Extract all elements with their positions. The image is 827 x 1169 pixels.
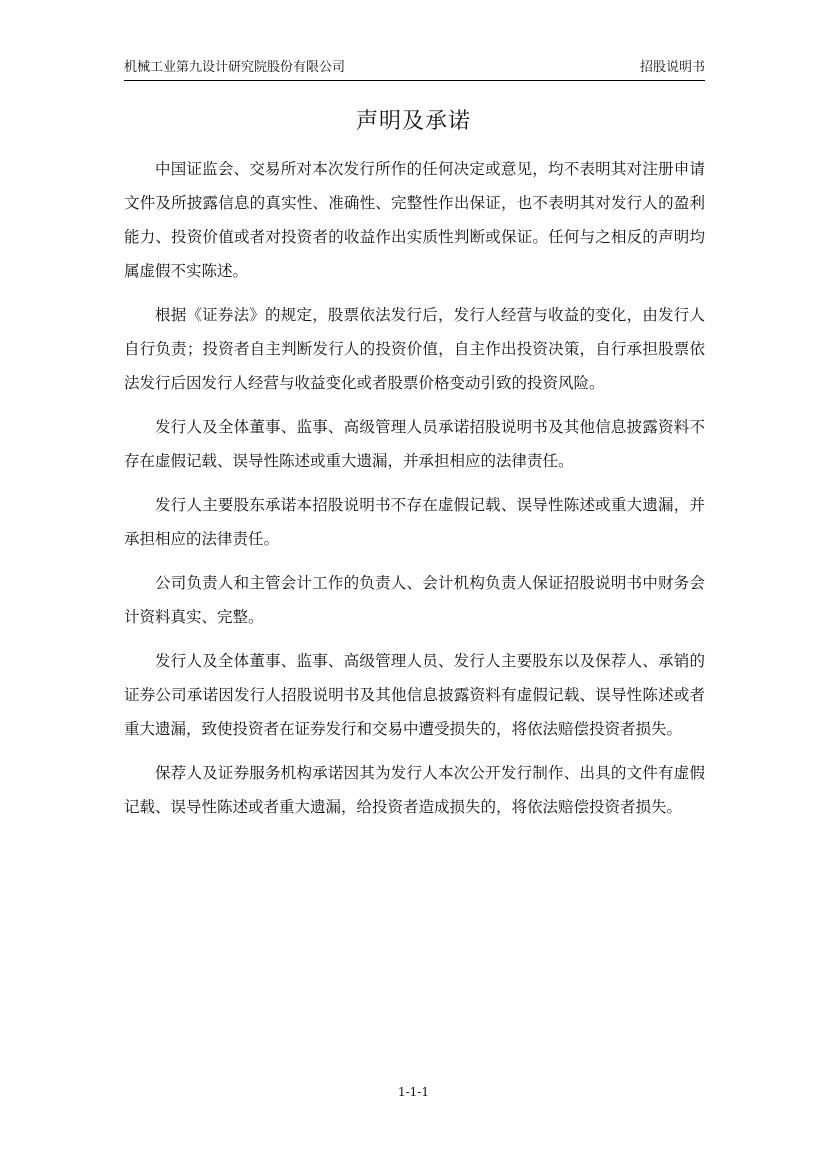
paragraph-securities-law: 根据《证券法》的规定，股票依法发行后，发行人经营与收益的变化，由发行人自行负责；投资者自主判断发行人的投资价值，自主作出投资决策，自行承担股票依法发行后因发行人经营与收益变化或者股票价格变动引致的投资风险。: [124, 306, 705, 392]
paragraph-sponsor-commitment: 保荐人及证券服务机构承诺因其为发行人本次公开发行制作、出具的文件有虚假记载、误导性陈述或者重大遗漏，给投资者造成损失的，将依法赔偿投资者损失。: [124, 764, 705, 816]
header-company-name: 机械工业第九设计研究院股份有限公司: [124, 60, 346, 75]
paragraph-directors-commitment: 发行人及全体董事、监事、高级管理人员承诺招股说明书及其他信息披露资料不存在虚假记载、误导性陈述或重大遗漏，并承担相应的法律责任。: [124, 418, 705, 470]
paragraph-compensation-commitment: 发行人及全体董事、监事、高级管理人员、发行人主要股东以及保荐人、承销的证券公司承诺因发行人招股说明书及其他信息披露资料有虚假记载、误导性陈述或者重大遗漏，致使投资者在证券发行和交易中遭受损失的，将依法赔偿投资者损失。: [124, 652, 705, 738]
paragraph-shareholder-commitment: 发行人主要股东承诺本招股说明书不存在虚假记载、误导性陈述或重大遗漏，并承担相应的法律责任。: [124, 496, 705, 548]
statement-body: [124, 152, 705, 834]
page-header: [124, 58, 705, 81]
paragraph-regulator-disclaimer: 中国证监会、交易所对本次发行所作的任何决定或意见，均不表明其对注册申请文件及所披露信息的真实性、准确性、完整性作出保证，也不表明其对发行人的盈利能力、投资价值或者对投资者的收益作出实质性判断或保证。任何与之相反的声明均属虚假不实陈述。: [124, 160, 705, 280]
page-number: 1-1-1: [397, 1085, 429, 1099]
header-document-type: 招股说明书: [639, 60, 705, 75]
paragraph-accounting-guarantee: 公司负责人和主管会计工作的负责人、会计机构负责人保证招股说明书中财务会计资料真实、完整。: [124, 574, 705, 626]
page-title: 声明及承诺: [355, 109, 471, 134]
